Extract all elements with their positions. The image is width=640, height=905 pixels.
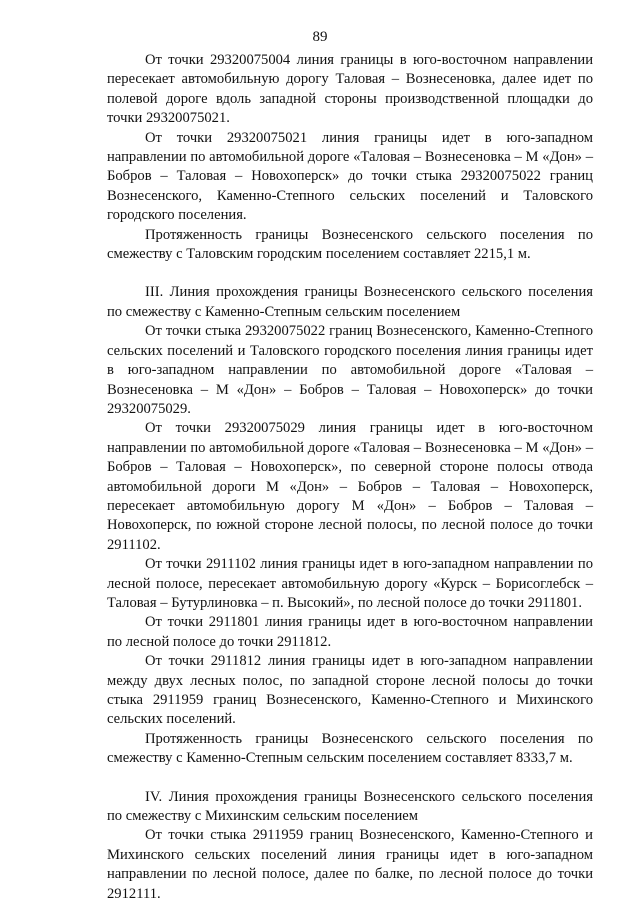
paragraph: От точки 29320075004 линия границы в юго-восточном направлении пересекает автомобильную дорогу Таловая – Вознесеновка, далее идет по полевой дороге вдоль западной стороны производственной площадки до точки 29320075021. [107, 52, 593, 127]
paragraph: Протяженность границы Вознесенского сельского поселения по смежеству с Каменно-Степным сельским поселением составляет 8333,7 м. [107, 730, 593, 767]
paragraph: От точки стыка 29320075022 границ Вознесенского, Каменно-Степного сельских поселений и Таловского городского поселения линия границы идет в юго-западном направлении по автомобильной дороге «Таловая – Вознесеновка – М «Дон» – Бобров – Таловая – Новохоперск» до точки 29320075029. [107, 323, 593, 417]
paragraph: От точки стыка 2911959 границ Вознесенского, Каменно-Степного и Михинского сельских поселений линия границы идет в юго-западном направлении по лесной полосе, далее по балке, по лесной полосе до точки 2912111. [107, 827, 593, 902]
section-gap [107, 769, 593, 788]
paragraph: От точки 29320075029 линия границы идет в юго-восточном направлении по автомобильной дороге «Таловая – Вознесеновка – М «Дон» – Бобров – Таловая – Новохоперск», по северной стороне полосы отвода автомобильной дороги М «Дон» – Бобров – Таловая – Новохоперск, пересекает автомобильную дорогу М «Дон» – Бобров – Таловая – Новохоперск, по южной стороне лесной полосы, по лесной полосе до точки 2911102. [107, 420, 593, 553]
paragraph: От точки 2911812 линия границы идет в юго-западном направлении между двух лесных полос, по западной стороне лесной полосы до точки стыка 2911959 границ Вознесенского, Каменно-Степного и Михинского сельских поселений. [107, 653, 593, 728]
paragraph: От точки 29320075021 линия границы идет в юго-западном направлении по автомобильной дороге «Таловая – Вознесеновка – М «Дон» – Бобров – Таловая – Новохоперск» до точки стыка 29320075022 границ Вознесенского, Каменно-Степного сельских поселений и Таловского городского поселения. [107, 129, 593, 224]
page-number: 89 [312, 29, 328, 45]
paragraph: Протяженность границы Вознесенского сельского поселения по смежеству с Таловским городским поселением составляет 2215,1 м. [107, 226, 593, 263]
paragraph: От точки 2911801 линия границы идет в юго-восточном направлении по лесной полосе до точки 2911812. [107, 614, 593, 650]
paragraph: От точки 2911102 линия границы идет в юго-западном направлении по лесной полосе, пересекает автомобильную дорогу «Курск – Борисоглебск – Таловая – Бутурлиновка – п. Высокий», по лесной полосе до точки 2911801. [107, 556, 593, 611]
document-body [107, 51, 593, 904]
paragraph: III. Линия прохождения границы Вознесенского сельского поселения по смежеству с Каменно-Степным сельским поселением [107, 284, 593, 320]
section-gap [107, 264, 593, 283]
paragraph: IV. Линия прохождения границы Вознесенского сельского поселения по смежеству с Михинским сельским поселением [107, 788, 593, 825]
